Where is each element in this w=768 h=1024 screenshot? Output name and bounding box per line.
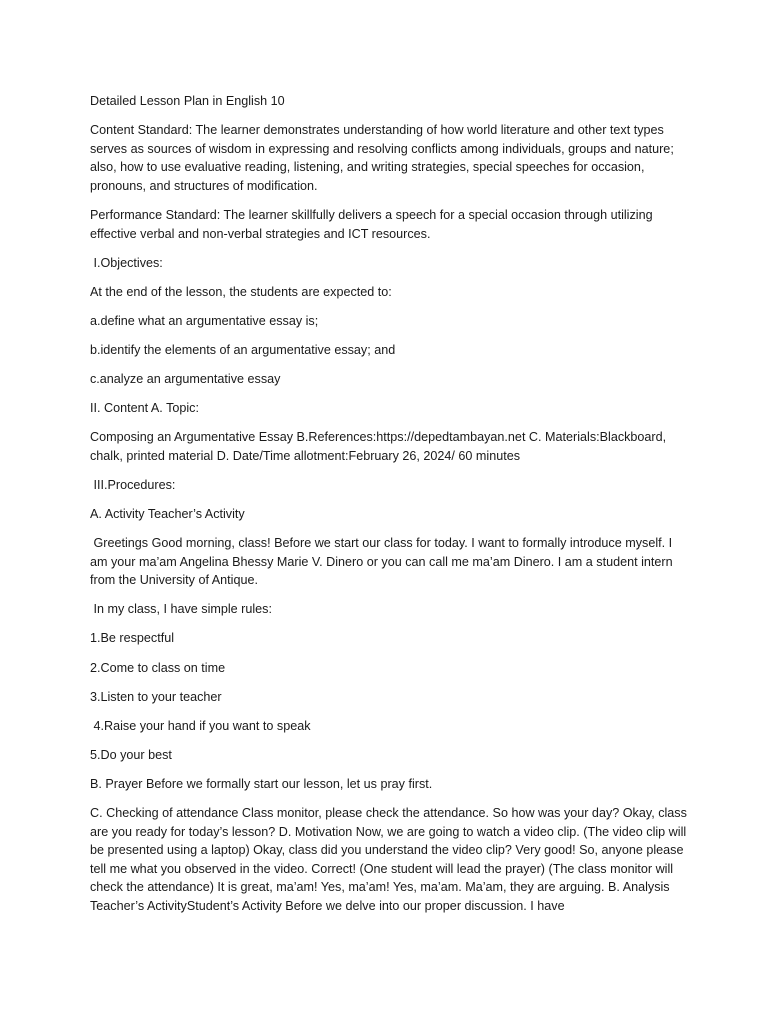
objectives-intro: At the end of the lesson, the students are expected to: <box>90 284 392 299</box>
rule-item: 1.Be respectful <box>90 631 175 646</box>
performance-standard-paragraph: Performance Standard: The learner skillfully delivers a speech for a special occasion through utilizing effective verbal and non-verbal strategies and ICT resources. <box>90 207 657 241</box>
objective-a: a.define what an argumentative essay is; <box>90 313 319 328</box>
prayer-paragraph: B. Prayer Before we formally start our lesson, let us pray first. <box>90 776 433 791</box>
content-standard-paragraph: Content Standard: The learner demonstrates understanding of how world literature and other text types serves as sources of wisdom in expressing and resolving conflicts among individuals, groups and nature; also, how to use evaluative reading, listening, and writing strategies, special speeches for occasion, pronouns, and structures of modification. <box>90 123 678 193</box>
attendance-paragraph: C. Checking of attendance Class monitor, please check the attendance. So how was your day? Okay, class are you ready for today’s lesson? D. Motivation Now, we are going to watch a video clip. (The video clip will be presented using a laptop) Okay, class did you understand the video clip? Very good! So, anyone please tell me what you observed in the video. Correct! (One student will lead the prayer) (The class monitor will check the attendance) It is great, ma’am! Yes, ma’am! Yes, ma’am. Ma’am, they are arguing. B. Analysis Teacher’s ActivityStudent’s Activity Before we delve into our proper discussion. I have <box>90 806 691 913</box>
document-page <box>90 92 691 926</box>
rule-item: 4.Raise your hand if you want to speak <box>90 718 311 733</box>
content-details: Composing an Argumentative Essay B.References:https://depedtambayan.net C. Materials:Blackboard, chalk, printed material D. Date/Time allotment:February 26, 2024/ 60 minutes <box>90 430 670 463</box>
rule-item: 3.Listen to your teacher <box>90 689 222 704</box>
objective-c: c.analyze an argumentative essay <box>90 372 281 387</box>
content-heading: II. Content A. Topic: <box>90 401 199 416</box>
rule-item: 5.Do your best <box>90 747 172 762</box>
activity-heading: A. Activity Teacher’s Activity <box>90 507 245 521</box>
greetings-paragraph: Greetings Good morning, class! Before we start our class for today. I want to formally introduce myself. I am your ma’am Angelina Bhessy Marie V. Dinero or you can call me ma’am Dinero. I am a student intern from the University of Antique. <box>90 536 677 588</box>
procedures-heading: III.Procedures: <box>90 477 176 492</box>
rule-item: 2.Come to class on time <box>90 660 226 675</box>
objective-b: b.identify the elements of an argumentative essay; and <box>90 342 396 357</box>
rules-intro: In my class, I have simple rules: <box>90 602 272 617</box>
objectives-heading: I.Objectives: <box>90 255 163 270</box>
document-title: Detailed Lesson Plan in English 10 <box>90 94 285 108</box>
